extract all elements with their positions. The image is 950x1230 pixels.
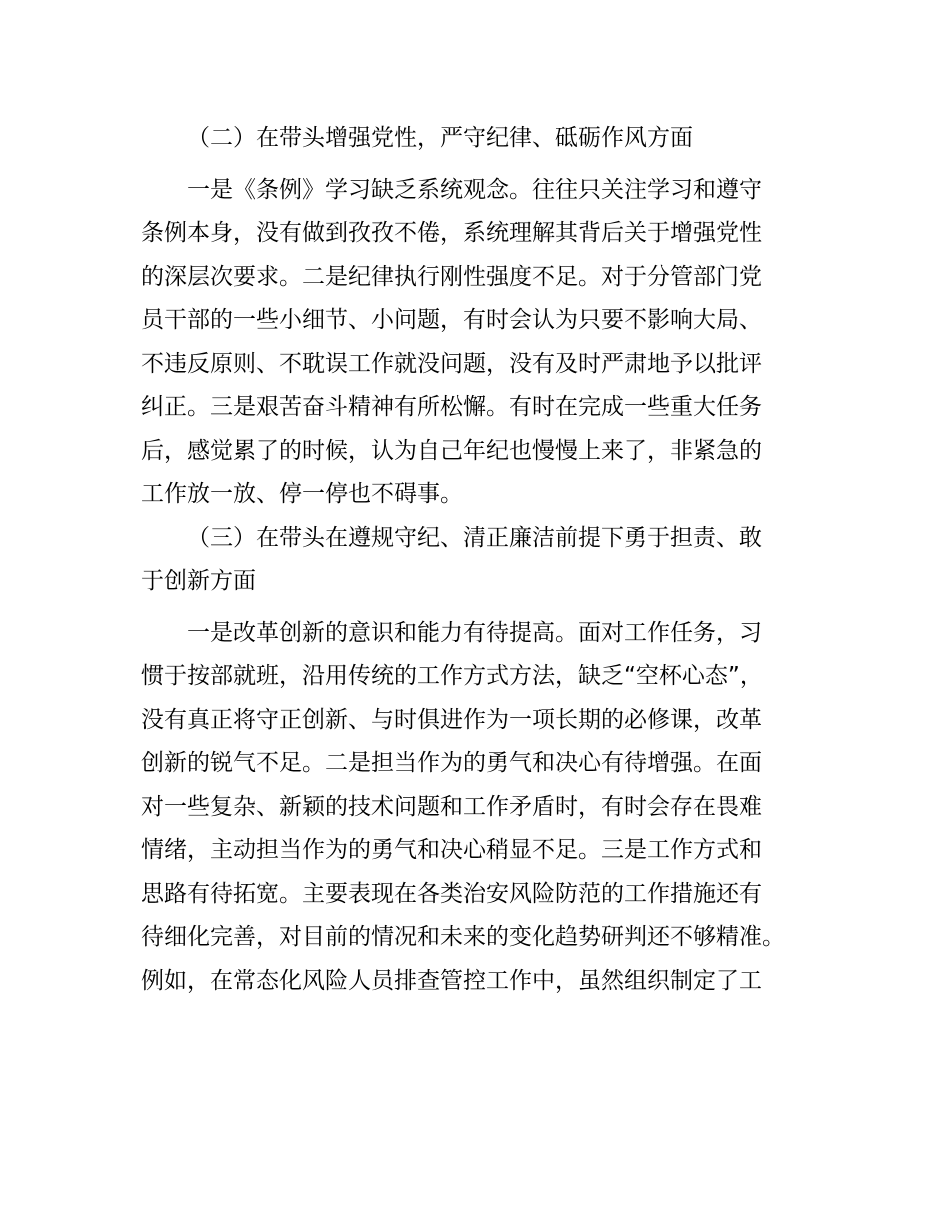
paragraph-line: 惯于按部就班，沿用传统的工作方式方法，缺乏“空杯心态”，	[141, 663, 763, 689]
paragraph-line: 创新的锐气不足。二是担当作为的勇气和决心有待增强。在面	[141, 750, 762, 776]
paragraph-gap	[141, 604, 811, 612]
paragraph-line: 例如，在常态化风险人员排查管控工作中，虽然组织制定了工	[141, 967, 762, 994]
paragraph-line: 待细化完善，对目前的情况和未来的变化趋势研判还不够精准。	[141, 924, 785, 950]
paragraph-line: 一是改革创新的意识和能力有待提高。面对工作任务，习	[187, 619, 762, 646]
paragraph-gap	[141, 161, 811, 169]
paragraph-line: 工作放一放、停一停也不碍事。	[141, 481, 463, 507]
paragraph-line: 员干部的一些小细节、小问题，有时会认为只要不影响大局、	[141, 307, 762, 333]
paragraph-line: 一是《条例》学习缺乏系统观念。往往只关注学习和遵守	[187, 176, 762, 203]
paragraph-line: 纠正。三是艰苦奋斗精神有所松懈。有时在完成一些重大任务	[141, 394, 762, 420]
paragraph-line: 没有真正将守正创新、与时俱进作为一项长期的必修课，改革	[141, 706, 762, 733]
paragraph-line: 不违反原则、不耽误工作就没问题，没有及时严肃地予以批评	[141, 350, 762, 377]
section-heading-2: （二）在带头增强党性，严守纪律、砥砺作风方面	[187, 125, 693, 151]
paragraph-line: 思路有待拓宽。主要表现在各类治安风险防范的工作措施还有	[141, 880, 762, 907]
document-body	[141, 117, 811, 1003]
paragraph-line: 的深层次要求。二是纪律执行刚性强度不足。对于分管部门党	[141, 263, 762, 290]
paragraph-line: 对一些复杂、新颖的技术问题和工作矛盾时，有时会存在畏难	[141, 793, 762, 820]
section-heading-3-line: （三）在带头在遵规守纪、清正廉洁前提下勇于担责、敢	[187, 524, 762, 551]
paragraph-line: 后，感觉累了的时候，认为自己年纪也慢慢上来了，非紧急的	[141, 437, 762, 464]
paragraph-line: 情绪，主动担当作为的勇气和决心稍显不足。三是工作方式和	[141, 837, 762, 863]
paragraph-line: 条例本身，没有做到孜孜不倦，系统理解其背后关于增强党性	[141, 220, 762, 246]
section-heading-3-line: 于创新方面	[141, 568, 256, 594]
